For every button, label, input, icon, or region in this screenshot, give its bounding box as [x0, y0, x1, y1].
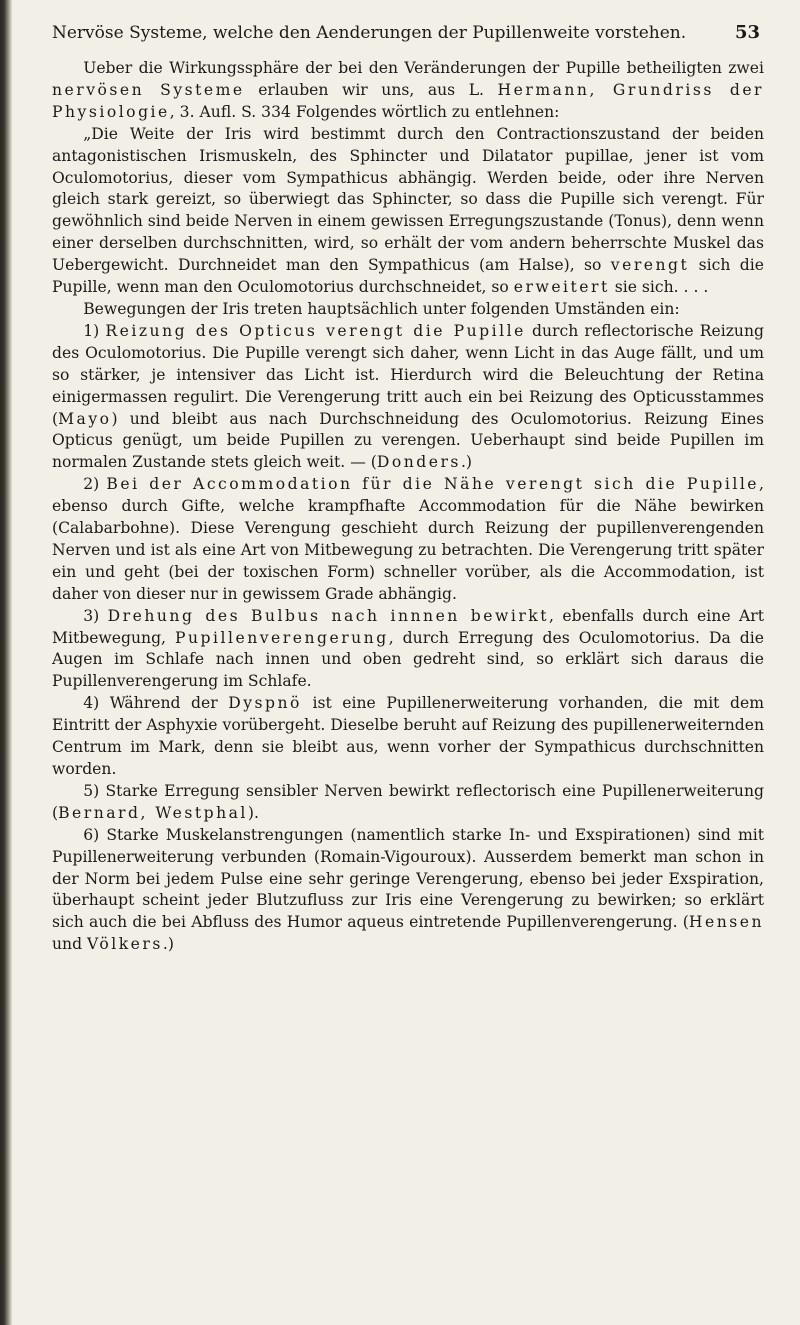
item-text: Starke Muskelanstrengungen (namentlich starke In- und Exspirationen) sind mit Pupillenerweiterung verbunden (Romain-Vigouroux). Ausserdem bemerkt man schon in der Norm bei jedem Pulse eine sehr geringe Verengerung, ebenso bei jeder Exspiration, überhaupt scheint jeder Blutzufluss zur Iris eine Verengerung zu bewirken; so erklärt sich auch die bei Abfluss des Humor aqueus eintretende Pupillenverengerung. ( — [52, 825, 764, 932]
item-spaced-term: Dyspnö — [228, 694, 302, 713]
book-page — [52, 22, 764, 956]
item-4 — [52, 693, 764, 781]
intro-text: , 3. Aufl. S. 334 Folgendes wörtlich zu entlehnen: — [169, 102, 560, 121]
item-heading: Reizung des Opticus verengt die Pupille — [105, 321, 526, 340]
lead-paragraph: Bewegungen der Iris treten hauptsächlich unter folgenden Umständen ein: — [83, 299, 680, 318]
quote-paragraph — [52, 124, 764, 299]
item-2 — [52, 474, 764, 605]
item-text: , ebenfalls durch eine Art Mitbewegung, — [52, 606, 764, 647]
item-number: 1) — [83, 321, 100, 340]
book-binding-shadow — [0, 0, 12, 1325]
quote-text: sich die Pupille, wenn man den Oculomotorius durchschneidet, so — [52, 256, 764, 297]
item-heading: Bei der Accommodation für die Nähe verengt sich die Pupille — [106, 475, 760, 494]
item-text: Starke Erregung sensibler Nerven bewirkt reflectorisch eine Pupillenerweiterung ( — [52, 781, 764, 822]
item-6 — [52, 825, 764, 956]
intro-spaced: nervösen Systeme — [52, 80, 245, 99]
item-text: , ebenso durch Gifte, welche krampfhafte Accommodation für die Nähe bewirken (Calabarbohne). Diese Verengung geschieht durch Reizung der pupillenverengenden Nerven und ist als eine Art von Mitbewegung zu betrachten. Die Verengerung tritt später ein und geht (bei der toxischen Form) schneller vorüber, als die Accommodation, ist daher von dieser nur in gewissem Grade abhängig. — [52, 475, 764, 603]
item-heading: Drehung des Bulbus nach innnen bewirkt — [107, 606, 549, 625]
item-number: 4) — [83, 694, 100, 713]
item-1 — [52, 321, 764, 474]
running-title: Nervöse Systeme, welche den Aenderungen der Pupillenweite vorstehen. — [52, 23, 687, 43]
item-number: 5) — [83, 781, 100, 800]
item-text: Während der — [109, 694, 218, 713]
quote-text: „Die Weite der Iris wird bestimmt durch den Contractionszustand der beiden antagonistischen Irismuskeln, des Sphincter und Dilatator pupillae, jener ist vom Oculomotorius, dieser vom Sympathicus abhängig. Werden beide, oder ihre Nerven gleich stark gereizt, so überwiegt das Sphincter, so dass die Pupille sich verengt. Für gewöhnlich sind beide Nerven in einem gewissen Erregungszustande (Tonus), denn wenn einer derselben durchschnitten, wird, so erhält der vom andern beherrschte Muskel das Uebergewicht. Durchneidet man den Sympathicus (am Halse), so — [52, 124, 764, 275]
intro-citation: Hermann, Grundriss der Physiologie — [52, 80, 764, 121]
item-5 — [52, 781, 764, 825]
author-name: Hensen — [688, 913, 764, 932]
item-text: durch reflectorische Reizung des Oculomotorius. Die Pupille verengt sich daher, wenn Licht in das Auge fällt, und um so stärker, je intensiver das Licht ist. Hierdurch wird die Beleuchtung der Retina einigermassen regulirt. Die Verengerung tritt auch ein bei Reizung des Opticusstammes ( — [52, 321, 764, 428]
intro-paragraph — [52, 58, 764, 124]
item-text: .) — [460, 453, 472, 472]
item-spaced-term: Pupillenverengerung — [175, 628, 389, 647]
author-name: Völkers — [87, 935, 163, 954]
item-text: , durch Erregung des Oculomotorius. Da die Augen im Schlafe nach innen und oben gedreht sind, so erklärt sich daraus die Pupillenverengerung im Schlafe. — [52, 628, 764, 691]
item-text: ist eine Pupillenerweiterung vorhanden, die mit dem Eintritt der Asphyxie vorübergeht. Dieselbe beruht auf Reizung des pupillenerweiternden Centrum im Mark, denn sie bleibt aus, wenn vorher der Sympathicus durchschnitten worden. — [52, 694, 764, 778]
quote-spaced: erweitert — [513, 278, 610, 297]
item-text: .) — [162, 935, 174, 954]
quote-spaced: verengt — [610, 256, 690, 275]
intro-text: erlauben wir uns, aus L. — [258, 80, 485, 99]
author-name: Mayo — [58, 409, 112, 428]
item-text: und — [52, 935, 83, 954]
intro-text: Ueber die Wirkungssphäre der bei den Veränderungen der Pupille betheiligten zwei — [83, 59, 764, 77]
item-text: ). — [247, 803, 259, 822]
author-name: Donders — [376, 453, 461, 472]
item-3 — [52, 606, 764, 694]
page-number: 53 — [734, 22, 760, 43]
item-number: 6) — [83, 825, 100, 844]
author-name: Bernard, Westphal — [58, 803, 248, 822]
item-number: 3) — [83, 606, 100, 625]
quote-text: sie sich. . . . — [614, 278, 709, 297]
item-number: 2) — [83, 475, 100, 494]
page-header — [52, 22, 764, 44]
item-text: ) und bleibt aus nach Durchschneidung des Oculomotorius. Reizung Eines Opticus genügt, um beide Pupillen zu verengen. Ueberhaupt sind beide Pupillen im normalen Zustande stets gleich weit. — ( — [52, 409, 764, 472]
